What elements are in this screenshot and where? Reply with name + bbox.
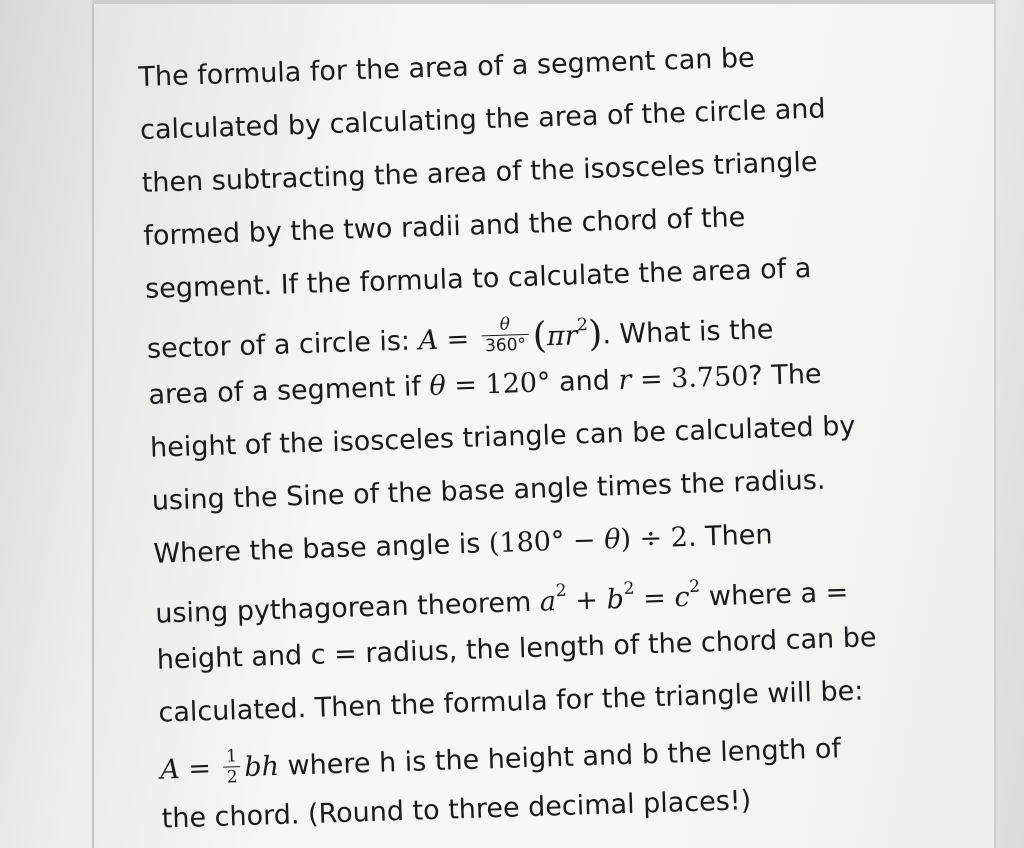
line7-text-post: ? The	[747, 358, 823, 392]
line7-text-pre: area of a segment if	[147, 371, 430, 411]
equals-sign: =	[437, 323, 479, 356]
radius-value: 3.750	[670, 360, 749, 395]
plus-sign: +	[566, 584, 608, 617]
line10-text-pre: Where the base angle is	[152, 528, 490, 570]
text-line-1: The formula for the area of a segment can be	[138, 42, 756, 93]
text-line-3: then subtracting the area of the isosceles triangle	[141, 146, 818, 199]
radius-variable: r	[617, 364, 632, 397]
square-exponent: 2	[576, 315, 589, 336]
minus-sign: −	[563, 524, 605, 557]
b-variable: b	[606, 584, 625, 616]
line6-text-pre: sector of a circle is:	[146, 325, 420, 365]
one-half-fraction	[223, 746, 241, 788]
fraction-denominator: 360°	[484, 334, 527, 357]
a-exponent: 2	[555, 580, 567, 602]
and-text: and	[550, 365, 619, 399]
base-angle-expr-close: ) ÷ 2	[620, 521, 689, 556]
text-line-8: height of the isosceles triangle can be calculated by	[149, 410, 856, 464]
text-line-13: calculated. Then the formula for the triangle will be:	[157, 675, 864, 729]
close-paren: )	[587, 313, 603, 355]
line10-text-post: . Then	[687, 519, 773, 553]
text-line-15: the chord. (Round to three decimal places!)	[161, 785, 752, 835]
line11-text-post: where a =	[699, 576, 849, 613]
text-line-12: height and c = radius, the length of the chord can be	[156, 622, 877, 676]
text-line-9: using the Sine of the base angle times the radius.	[151, 464, 826, 517]
c-variable: c	[674, 581, 691, 614]
equals-sign: =	[630, 363, 672, 396]
line6-text-post: . What is the	[601, 314, 774, 351]
theta-variable: θ	[603, 524, 621, 556]
fraction-denominator: 2	[226, 767, 238, 788]
a-variable: a	[539, 586, 557, 618]
sector-area-variable: A	[418, 324, 439, 357]
line11-text-pre: using pythagorean theorem	[154, 586, 541, 630]
fraction-numerator: 1	[223, 746, 240, 768]
base-angle-expr-open: (180°	[488, 525, 565, 560]
line14-text-post: where h is the height and b the length of	[278, 733, 842, 782]
text-line-4: formed by the two radii and the chord of the	[142, 202, 746, 252]
equals-sign: =	[445, 369, 486, 402]
theta-over-360-fraction	[481, 314, 529, 356]
fraction-numerator: θ	[481, 314, 529, 336]
text-line-5: segment. If the formula to calculate the area of a	[144, 252, 812, 305]
b-exponent: 2	[623, 578, 635, 600]
open-paren: (	[532, 315, 548, 357]
equals-sign: =	[179, 752, 221, 786]
theta-variable: θ	[428, 370, 447, 402]
pi-r-term: πr	[546, 320, 578, 353]
equals-sign: =	[634, 582, 675, 615]
c-exponent: 2	[688, 576, 701, 597]
triangle-area-variable: A	[159, 754, 181, 786]
text-line-2: calculated by calculating the area of the circle and	[139, 93, 827, 146]
bh-term: bh	[243, 750, 280, 784]
angle-value: 120°	[485, 367, 552, 401]
